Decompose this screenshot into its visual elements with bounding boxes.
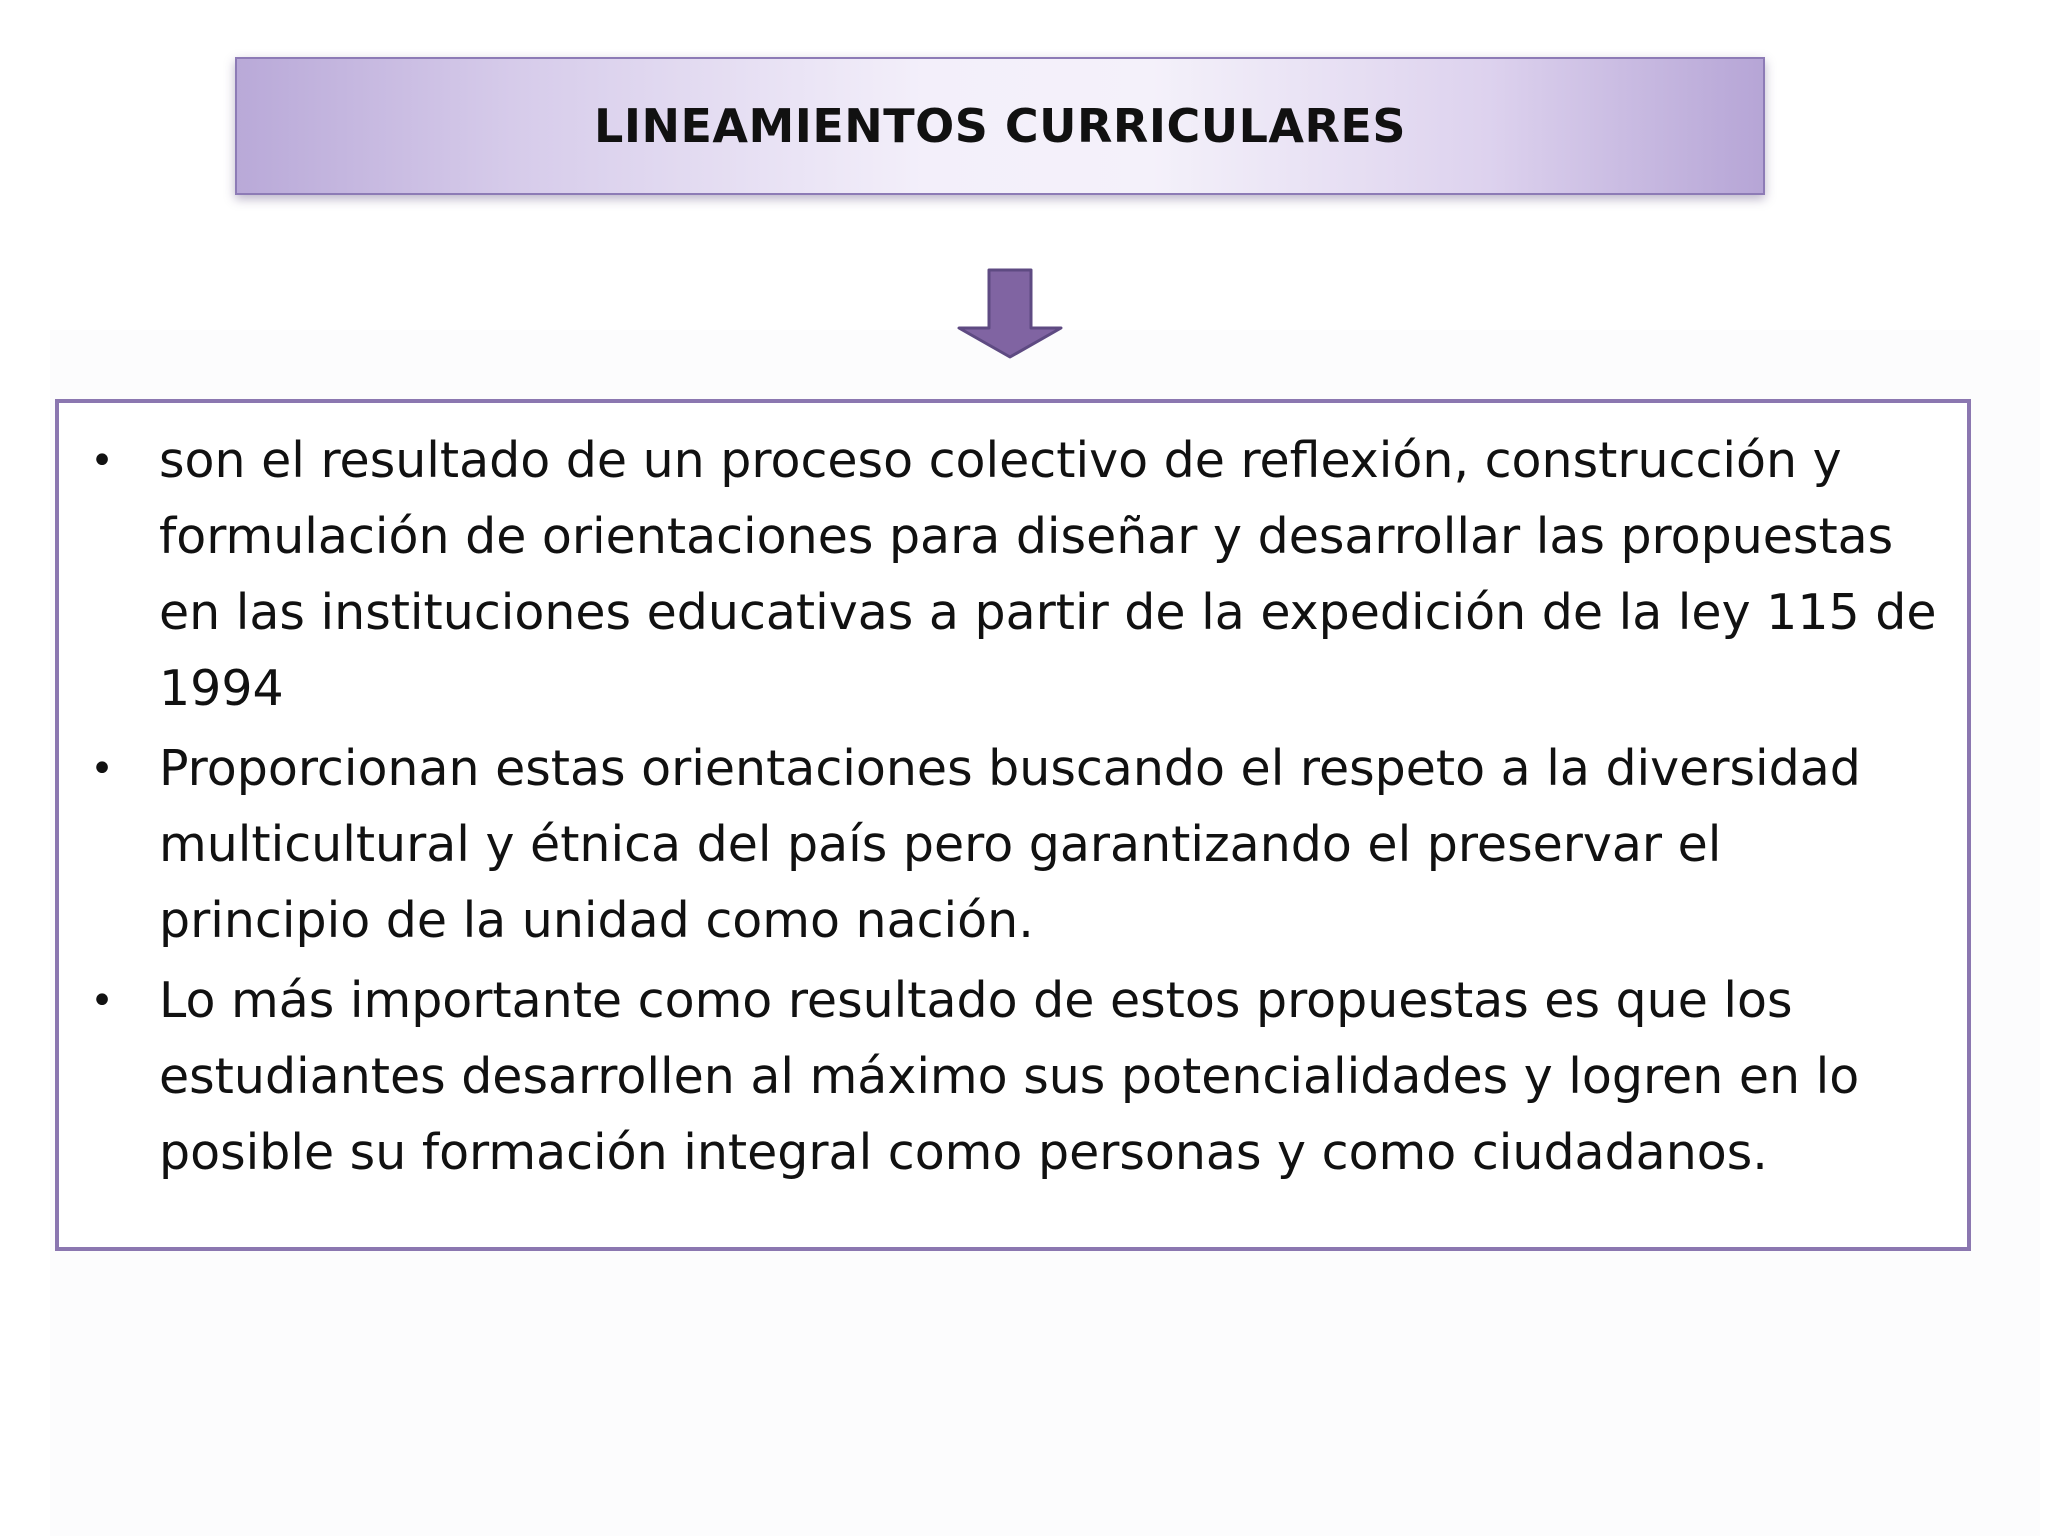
list-item [59,731,1947,959]
list-item [59,963,1947,1191]
down-arrow-icon [955,268,1065,360]
slide-title: LINEAMIENTOS CURRICULARES [594,99,1406,153]
bullet-icon: • [90,978,114,1024]
bullet-list [59,423,1947,1191]
list-item [59,423,1947,727]
bullet-text: Lo más importante como resultado de estos propuestas es que los estudiantes desarrollen al máximo sus potencialidades y logren en lo posible su formación integral como personas y como ciudadanos. [159,972,1860,1181]
bullet-text: son el resultado de un proceso colectivo de reflexión, construcción y formulación de orientaciones para diseñar y desarrollar las propuestas en las instituciones educativas a partir de la expedición de la ley 115 de 1994 [159,432,1937,717]
bullet-icon: • [90,746,114,792]
title-banner [235,57,1765,195]
content-box [55,399,1971,1251]
bullet-text: Proporcionan estas orientaciones buscando el respeto a la diversidad multicultural y étnica del país pero garantizando el preservar el principio de la unidad como nación. [159,740,1861,949]
bullet-icon: • [90,438,114,484]
